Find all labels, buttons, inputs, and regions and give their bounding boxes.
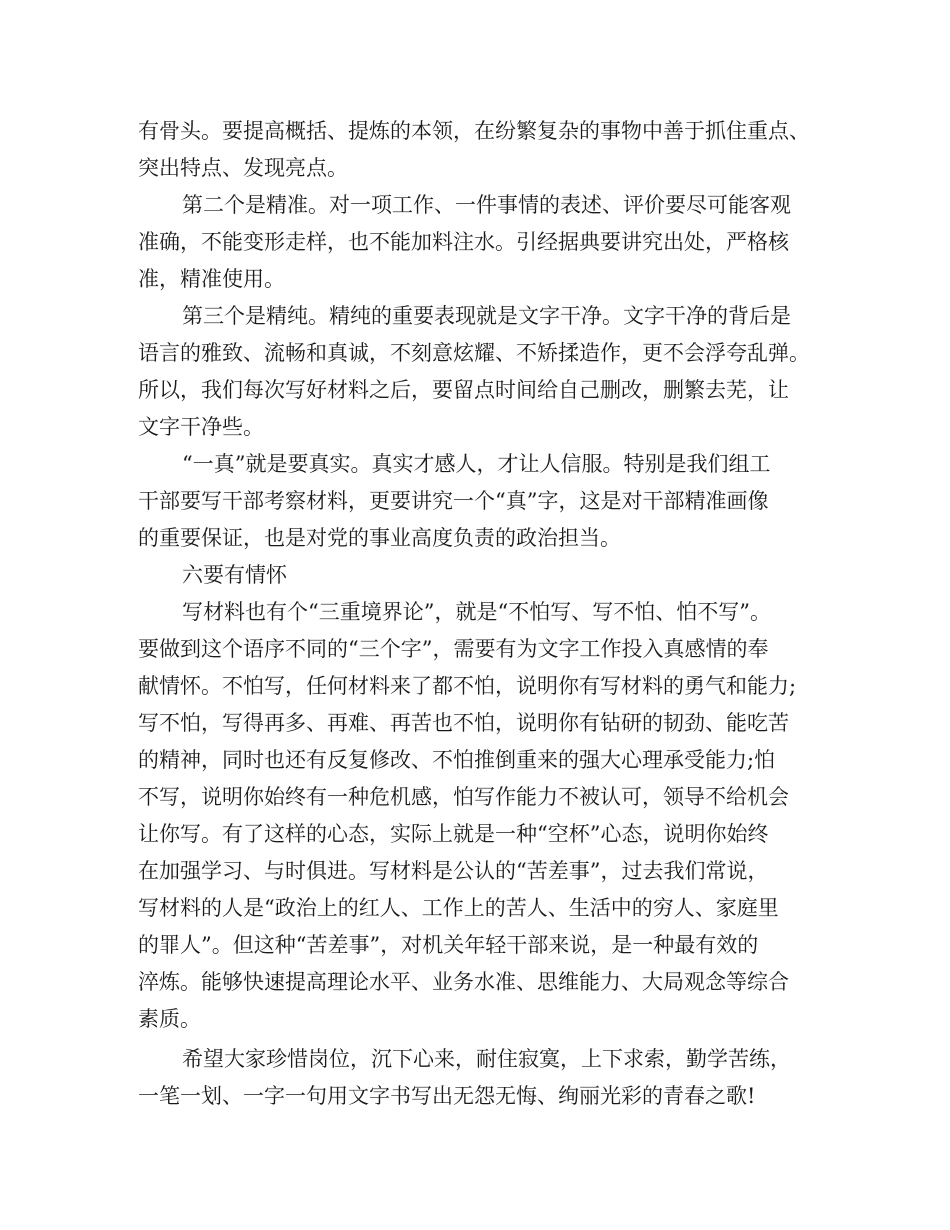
text-line: 有骨头。要提高概括、提炼的本领，在纷繁复杂的事物中善于抓住重点、 — [138, 119, 810, 143]
paragraph-start: 第二个是精准。对一项工作、一件事情的表述、评价要尽可能客观 — [182, 193, 791, 217]
text-line: 准确，不能变形走样，也不能加料注水。引经据典要讲究出处，严格核 — [138, 230, 789, 254]
paragraph-start: 写材料也有个“三重境界论”，就是“不怕写、写不怕、怕不写”。 — [182, 600, 771, 624]
text-line: 准，精准使用。 — [138, 267, 285, 291]
text-line: 不写，说明你始终有一种危机感，怕写作能力不被认可，领导不给机会 — [138, 785, 789, 809]
text-line: 写不怕，写得再多、再难、再苦也不怕，说明你有钻研的韧劲、能吃苦 — [138, 711, 789, 735]
text-line: 素质。 — [138, 1007, 201, 1031]
paragraph-start: 希望大家珍惜岗位，沉下心来，耐住寂寞，上下求索，勤学苦练， — [182, 1047, 791, 1071]
text-line: 文字干净些。 — [138, 415, 264, 439]
section-heading: 六要有情怀 — [182, 563, 287, 587]
document-body — [138, 113, 828, 1115]
text-line: 写材料的人是“政治上的红人、工作上的苦人、生活中的穷人、家庭里 — [138, 896, 779, 920]
text-line: 要做到这个语序不同的“三个字”，需要有为文字工作投入真感情的奉 — [138, 637, 769, 661]
text-line: 的重要保证，也是对党的事业高度负责的政治担当。 — [138, 526, 621, 550]
text-line: 突出特点、发现亮点。 — [138, 156, 348, 180]
text-line: 一笔一划、一字一句用文字书写出无怨无悔、绚丽光彩的青春之歌! — [138, 1084, 756, 1108]
paragraph-start: “一真”就是要真实。真实才感人，才让人信服。特别是我们组工 — [182, 452, 771, 476]
paragraph-start: 第三个是精纯。精纯的重要表现就是文字干净。文字干净的背后是 — [182, 304, 791, 328]
text-line: 在加强学习、与时俱进。写材料是公认的“苦差事”，过去我们常说， — [138, 859, 769, 883]
text-line: 干部要写干部考察材料，更要讲究一个“真”字，这是对干部精准画像 — [138, 489, 769, 513]
text-line: 的精神，同时也还有反复修改、不怕推倒重来的强大心理承受能力;怕 — [138, 748, 776, 772]
text-line: 语言的雅致、流畅和真诚，不刻意炫耀、不矫揉造作，更不会浮夸乱弹。 — [138, 341, 810, 365]
text-line: 献情怀。不怕写，任何材料来了都不怕，说明你有写材料的勇气和能力; — [138, 674, 797, 698]
text-line: 淬炼。能够快速提高理论水平、业务水准、思维能力、大局观念等综合 — [138, 970, 789, 994]
text-line: 所以，我们每次写好材料之后，要留点时间给自己删改，删繁去芜，让 — [138, 378, 789, 402]
text-line: 让你写。有了这样的心态，实际上就是一种“空杯”心态，说明你始终 — [138, 822, 769, 846]
text-line: 的罪人”。但这种“苦差事”，对机关年轻干部来说，是一种最有效的 — [138, 933, 759, 957]
